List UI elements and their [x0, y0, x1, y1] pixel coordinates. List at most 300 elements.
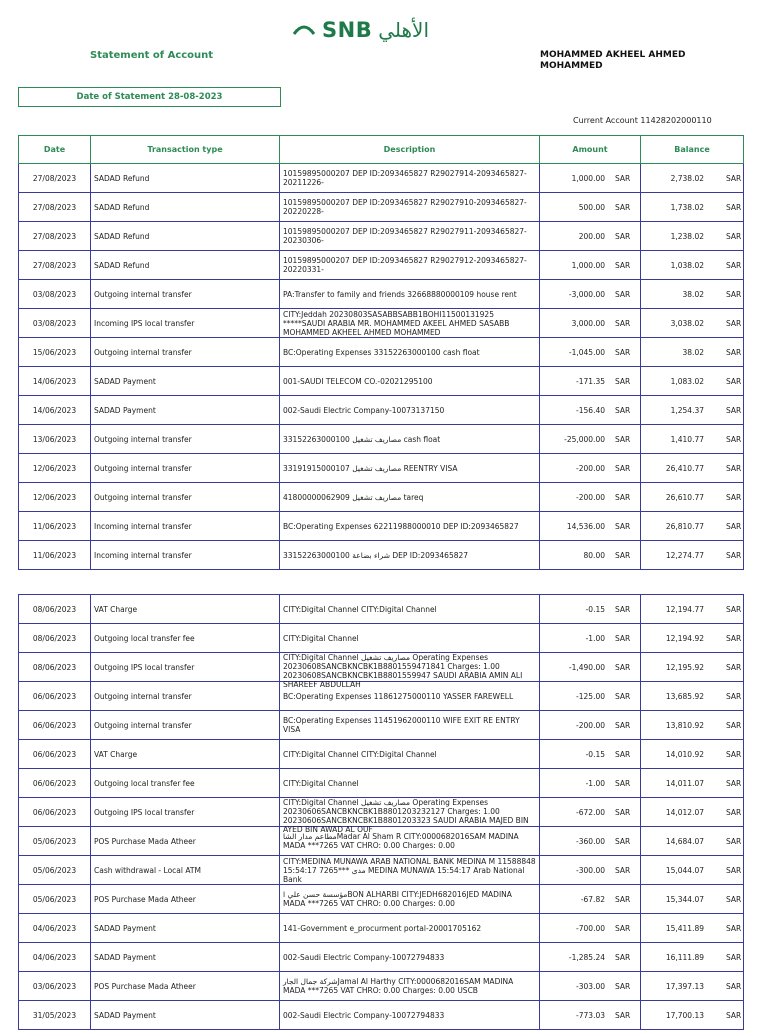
row-transaction-type: Outgoing internal transfer — [91, 280, 280, 309]
row-amount-currency: SAR — [615, 836, 631, 846]
table-row — [19, 367, 744, 396]
row-date: 05/06/2023 — [19, 856, 91, 885]
row-description — [280, 624, 540, 653]
row-date: 13/06/2023 — [19, 425, 91, 454]
row-transaction-type: Incoming IPS local transfer — [91, 309, 280, 338]
row-balance — [641, 367, 744, 396]
row-balance — [641, 711, 744, 740]
row-description-text: 33152263000100 مصاريف تشغيل cash float — [283, 434, 441, 444]
row-description — [280, 769, 540, 798]
table-row — [19, 595, 744, 624]
row-amount-currency: SAR — [615, 923, 631, 933]
row-balance-currency: SAR — [726, 807, 742, 817]
row-balance-currency: SAR — [726, 289, 742, 299]
row-amount — [540, 193, 641, 222]
table-row — [19, 222, 744, 251]
row-transaction-type: Outgoing local transfer fee — [91, 769, 280, 798]
row-amount-currency: SAR — [615, 463, 631, 473]
row-amount-value: -1,285.24 — [568, 952, 605, 962]
row-balance-currency: SAR — [726, 231, 742, 241]
row-balance-value: 15,411.89 — [665, 923, 704, 933]
table-row — [19, 483, 744, 512]
row-description-text: CITY:Digital Channel — [283, 633, 359, 643]
row-amount-value: -1,490.00 — [568, 662, 605, 672]
row-amount-value: 3,000.00 — [571, 318, 605, 328]
row-date: 05/06/2023 — [19, 885, 91, 914]
row-date: 08/06/2023 — [19, 595, 91, 624]
row-transaction-type: Cash withdrawal - Local ATM — [91, 856, 280, 885]
row-transaction-type: SADAD Refund — [91, 193, 280, 222]
row-description-text: BC:Operating Expenses 62211988000010 DEP ID:2093465827 — [283, 521, 519, 531]
row-amount-value: 1,000.00 — [571, 260, 605, 270]
row-amount-currency: SAR — [615, 633, 631, 643]
row-date: 27/08/2023 — [19, 164, 91, 193]
row-amount-currency: SAR — [615, 202, 631, 212]
row-balance — [641, 827, 744, 856]
row-date: 03/08/2023 — [19, 280, 91, 309]
row-balance-value: 26,610.77 — [665, 492, 704, 502]
row-description-text: مؤسسة حسن علي اBON ALHARBI CITY:JEDH682016JED MADINA MADA ***7265 VAT CHRO: 0.00 Charges: 0.00 — [283, 890, 512, 908]
table-row — [19, 193, 744, 222]
row-balance-currency: SAR — [726, 894, 742, 904]
row-description-text: CITY:Digital Channel CITY:Digital Channel — [283, 604, 437, 614]
table-row — [19, 396, 744, 425]
row-balance-currency: SAR — [726, 260, 742, 270]
row-amount-currency: SAR — [615, 749, 631, 759]
row-amount — [540, 653, 641, 682]
row-amount-value: -300.00 — [576, 865, 605, 875]
row-balance-value: 38.02 — [682, 289, 704, 299]
row-date: 11/06/2023 — [19, 512, 91, 541]
row-description-text: 10159895000207 DEP ID:2093465827 R29027911-2093465827-20230306- — [283, 227, 527, 245]
row-balance — [641, 222, 744, 251]
row-amount-currency: SAR — [615, 376, 631, 386]
row-balance — [641, 798, 744, 827]
row-date: 03/08/2023 — [19, 309, 91, 338]
table-row — [19, 827, 744, 856]
row-transaction-type: SADAD Refund — [91, 222, 280, 251]
row-amount — [540, 856, 641, 885]
row-balance-value: 1,038.02 — [670, 260, 704, 270]
row-description-text: 10159895000207 DEP ID:2093465827 R29027912-2093465827-20220331- — [283, 256, 527, 274]
row-balance-value: 1,083.02 — [670, 376, 704, 386]
statement-date: Date of Statement 28-08-2023 — [18, 87, 281, 107]
row-amount-value: -3,000.00 — [568, 289, 605, 299]
row-balance — [641, 454, 744, 483]
row-description — [280, 309, 540, 338]
row-description-text: BC:Operating Expenses 11861275000110 YASSER FAREWELL — [283, 691, 514, 701]
row-balance — [641, 396, 744, 425]
row-balance-value: 14,010.92 — [665, 749, 704, 759]
row-amount — [540, 483, 641, 512]
table-row — [19, 541, 744, 570]
snb-logo — [292, 14, 462, 46]
row-amount-value: -67.82 — [580, 894, 605, 904]
row-amount — [540, 164, 641, 193]
row-date: 15/06/2023 — [19, 338, 91, 367]
account-holder-name: MOHAMMED AKHEEL AHMED MOHAMMED — [540, 50, 686, 71]
row-balance-value: 16,111.89 — [665, 952, 704, 962]
row-date: 08/06/2023 — [19, 653, 91, 682]
row-date: 12/06/2023 — [19, 454, 91, 483]
row-description — [280, 251, 540, 280]
row-description — [280, 367, 540, 396]
row-description — [280, 193, 540, 222]
row-balance-currency: SAR — [726, 749, 742, 759]
col-header-date: Date — [19, 136, 91, 164]
transactions-table-page-2 — [18, 594, 744, 1030]
row-transaction-type: SADAD Payment — [91, 1001, 280, 1030]
row-balance-currency: SAR — [726, 604, 742, 614]
row-balance-currency: SAR — [726, 405, 742, 415]
row-balance-value: 3,038.02 — [670, 318, 704, 328]
row-date: 27/08/2023 — [19, 222, 91, 251]
row-balance — [641, 914, 744, 943]
row-description — [280, 798, 540, 834]
row-description — [280, 338, 540, 367]
row-amount-value: -1,045.00 — [568, 347, 605, 357]
row-balance-currency: SAR — [726, 720, 742, 730]
row-balance-value: 1,238.02 — [670, 231, 704, 241]
row-date: 27/08/2023 — [19, 251, 91, 280]
row-balance — [641, 193, 744, 222]
row-amount-currency: SAR — [615, 289, 631, 299]
row-description — [280, 425, 540, 454]
row-balance-currency: SAR — [726, 981, 742, 991]
row-amount-value: 1,000.00 — [571, 173, 605, 183]
table-row — [19, 856, 744, 885]
table-row — [19, 164, 744, 193]
row-amount — [540, 512, 641, 541]
row-amount-value: -1.00 — [585, 778, 605, 788]
row-amount-value: -200.00 — [576, 720, 605, 730]
row-amount-currency: SAR — [615, 691, 631, 701]
row-amount — [540, 972, 641, 1001]
row-balance-currency: SAR — [726, 376, 742, 386]
table-row — [19, 338, 744, 367]
row-amount-value: -200.00 — [576, 492, 605, 502]
row-description — [280, 396, 540, 425]
row-balance — [641, 624, 744, 653]
row-amount-value: -1.00 — [585, 633, 605, 643]
row-date: 12/06/2023 — [19, 483, 91, 512]
table-row — [19, 624, 744, 653]
row-balance-currency: SAR — [726, 923, 742, 933]
row-description — [280, 972, 540, 1001]
row-amount-currency: SAR — [615, 1010, 631, 1020]
row-amount-value: -200.00 — [576, 463, 605, 473]
row-amount — [540, 338, 641, 367]
row-amount-value: 500.00 — [578, 202, 605, 212]
row-transaction-type: SADAD Payment — [91, 943, 280, 972]
row-balance-value: 14,011.07 — [665, 778, 704, 788]
row-amount-currency: SAR — [615, 662, 631, 672]
table-header-row — [19, 136, 744, 164]
row-description — [280, 885, 540, 914]
row-amount — [540, 222, 641, 251]
row-balance-currency: SAR — [726, 865, 742, 875]
row-transaction-type: Outgoing IPS local transfer — [91, 798, 280, 827]
row-balance-value: 2,738.02 — [670, 173, 704, 183]
row-amount-currency: SAR — [615, 405, 631, 415]
row-transaction-type: SADAD Payment — [91, 914, 280, 943]
row-amount — [540, 454, 641, 483]
row-date: 04/06/2023 — [19, 914, 91, 943]
row-transaction-type: Outgoing internal transfer — [91, 338, 280, 367]
row-balance — [641, 251, 744, 280]
row-amount-value: -773.03 — [576, 1010, 605, 1020]
row-transaction-type: SADAD Payment — [91, 367, 280, 396]
row-description — [280, 943, 540, 972]
row-balance-value: 17,397.13 — [665, 981, 704, 991]
table-row — [19, 711, 744, 740]
row-amount-value: -0.15 — [585, 604, 605, 614]
row-amount-value: -303.00 — [576, 981, 605, 991]
row-amount-value: -171.35 — [576, 376, 605, 386]
row-amount-value: -700.00 — [576, 923, 605, 933]
row-transaction-type: POS Purchase Mada Atheer — [91, 827, 280, 856]
row-date: 27/08/2023 — [19, 193, 91, 222]
logo-text-ar: الأهلي — [378, 18, 430, 42]
row-balance-currency: SAR — [726, 521, 742, 531]
row-amount-currency: SAR — [615, 434, 631, 444]
table-row — [19, 740, 744, 769]
row-balance-currency: SAR — [726, 633, 742, 643]
row-description-text: PA:Transfer to family and friends 32668880000109 house rent — [283, 289, 517, 299]
row-amount-currency: SAR — [615, 260, 631, 270]
table-row — [19, 425, 744, 454]
row-balance — [641, 483, 744, 512]
row-description-text: شركة جمال الجارJamal Al Harthy CITY:0000682016SAM MADINA MADA ***7265 VAT CHRO: 0.00 Charges: 0.00 USCB — [283, 977, 514, 995]
row-amount-currency: SAR — [615, 492, 631, 502]
row-description-text: CITY:Digital Channel — [283, 778, 359, 788]
row-balance-currency: SAR — [726, 492, 742, 502]
row-balance-value: 12,274.77 — [665, 550, 704, 560]
table-row — [19, 251, 744, 280]
row-balance-currency: SAR — [726, 691, 742, 701]
row-balance — [641, 653, 744, 682]
row-description — [280, 512, 540, 541]
row-balance — [641, 856, 744, 885]
row-date: 31/05/2023 — [19, 1001, 91, 1030]
row-date: 04/06/2023 — [19, 943, 91, 972]
row-transaction-type: Outgoing internal transfer — [91, 711, 280, 740]
row-date: 06/06/2023 — [19, 740, 91, 769]
logo-text-en: SNB — [322, 18, 373, 42]
row-balance-value: 15,044.07 — [665, 865, 704, 875]
row-description-text: CITY:Jeddah 20230803SASABBSABB1BOHI11500131925 *****SAUDI ARABIA MR. MOHAMMED AKEEL AHMED SASABB MOHAMMED AKHEEL AHMED MOHAMMED — [283, 309, 510, 337]
row-description-text: 002-Saudi Electric Company-10072794833 — [283, 1010, 445, 1020]
row-balance-currency: SAR — [726, 778, 742, 788]
row-date: 11/06/2023 — [19, 541, 91, 570]
row-amount-currency: SAR — [615, 720, 631, 730]
row-transaction-type: Outgoing internal transfer — [91, 483, 280, 512]
row-balance-value: 1,738.02 — [670, 202, 704, 212]
row-description-text: 002-Saudi Electric Company-10072794833 — [283, 952, 445, 962]
row-description-text: BC:Operating Expenses 11451962000110 WIFE EXIT RE ENTRY VISA — [283, 716, 520, 734]
row-description — [280, 914, 540, 943]
row-date: 05/06/2023 — [19, 827, 91, 856]
row-transaction-type: VAT Charge — [91, 740, 280, 769]
row-amount — [540, 943, 641, 972]
row-description-text: CITY:Digital Channel CITY:Digital Channel — [283, 749, 437, 759]
row-transaction-type: Outgoing local transfer fee — [91, 624, 280, 653]
row-transaction-type: Outgoing internal transfer — [91, 682, 280, 711]
row-balance-currency: SAR — [726, 434, 742, 444]
row-balance-value: 17,700.13 — [665, 1010, 704, 1020]
row-balance-currency: SAR — [726, 836, 742, 846]
row-description — [280, 222, 540, 251]
row-balance-currency: SAR — [726, 550, 742, 560]
row-amount — [540, 425, 641, 454]
row-amount — [540, 740, 641, 769]
table-row — [19, 280, 744, 309]
row-description — [280, 595, 540, 624]
row-transaction-type: SADAD Refund — [91, 251, 280, 280]
row-balance-value: 1,254.37 — [670, 405, 704, 415]
row-balance-value: 26,410.77 — [665, 463, 704, 473]
row-balance — [641, 943, 744, 972]
row-description-text: 10159895000207 DEP ID:2093465827 R29027914-2093465827-20211226- — [283, 169, 527, 187]
row-amount-value: 14,536.00 — [566, 521, 605, 531]
col-header-amount: Amount — [540, 136, 641, 164]
row-transaction-type: Outgoing IPS local transfer — [91, 653, 280, 682]
row-date: 06/06/2023 — [19, 711, 91, 740]
row-date: 06/06/2023 — [19, 769, 91, 798]
row-balance — [641, 682, 744, 711]
row-amount — [540, 1001, 641, 1030]
row-amount-currency: SAR — [615, 865, 631, 875]
table-row — [19, 885, 744, 914]
row-description — [280, 280, 540, 309]
row-amount-value: -125.00 — [576, 691, 605, 701]
row-balance-currency: SAR — [726, 952, 742, 962]
row-balance — [641, 595, 744, 624]
row-balance — [641, 280, 744, 309]
row-transaction-type: POS Purchase Mada Atheer — [91, 885, 280, 914]
row-amount — [540, 914, 641, 943]
row-description — [280, 740, 540, 769]
row-balance-currency: SAR — [726, 173, 742, 183]
row-description-text: 141-Government e_procurment portal-20001705162 — [283, 923, 482, 933]
row-date: 14/06/2023 — [19, 367, 91, 396]
row-transaction-type: Outgoing internal transfer — [91, 425, 280, 454]
row-description-text: 10159895000207 DEP ID:2093465827 R29027910-2093465827-20220228- — [283, 198, 527, 216]
row-description-text: 33191915000107 مصاريف تشغيل REENTRY VISA — [283, 463, 458, 473]
table-row — [19, 914, 744, 943]
snb-logo-mark-icon — [292, 22, 316, 38]
row-balance-currency: SAR — [726, 463, 742, 473]
row-transaction-type: POS Purchase Mada Atheer — [91, 972, 280, 1001]
row-amount-currency: SAR — [615, 981, 631, 991]
row-amount — [540, 711, 641, 740]
row-amount-currency: SAR — [615, 778, 631, 788]
table-row — [19, 769, 744, 798]
table-row — [19, 1001, 744, 1030]
row-description — [280, 454, 540, 483]
row-balance-value: 12,194.92 — [665, 633, 704, 643]
row-balance-currency: SAR — [726, 1010, 742, 1020]
row-amount-value: -25,000.00 — [564, 434, 605, 444]
row-balance-value: 12,194.77 — [665, 604, 704, 614]
col-header-transaction-type: Transaction type — [91, 136, 280, 164]
row-amount — [540, 396, 641, 425]
row-amount — [540, 541, 641, 570]
col-header-balance: Balance — [641, 136, 744, 164]
row-description-text: 002-Saudi Electric Company-10073137150 — [283, 405, 445, 415]
table-row — [19, 972, 744, 1001]
row-balance — [641, 885, 744, 914]
table-row — [19, 798, 744, 827]
row-description-text: 41800000062909 مصاريف تشغيل tareq — [283, 492, 424, 502]
row-amount — [540, 280, 641, 309]
row-balance — [641, 309, 744, 338]
row-balance — [641, 512, 744, 541]
row-amount-currency: SAR — [615, 952, 631, 962]
row-amount-currency: SAR — [615, 231, 631, 241]
row-balance — [641, 769, 744, 798]
row-balance-value: 12,195.92 — [665, 662, 704, 672]
row-amount-currency: SAR — [615, 550, 631, 560]
row-amount-currency: SAR — [615, 807, 631, 817]
col-header-description: Description — [280, 136, 540, 164]
row-balance — [641, 972, 744, 1001]
row-balance-value: 13,685.92 — [665, 691, 704, 701]
row-balance — [641, 164, 744, 193]
row-balance — [641, 740, 744, 769]
row-description — [280, 541, 540, 570]
row-balance — [641, 1001, 744, 1030]
account-number: Current Account 11428202000110 — [573, 116, 712, 125]
row-amount-value: 80.00 — [583, 550, 605, 560]
row-amount — [540, 885, 641, 914]
row-description-text: 001-SAUDI TELECOM CO.-02021295100 — [283, 376, 433, 386]
row-amount-currency: SAR — [615, 604, 631, 614]
row-amount — [540, 309, 641, 338]
row-description-text: CITY:MEDINA MUNAWA ARAB NATIONAL BANK MEDINA M 11588848 15:54:17 7265*** مدى MEDINA MUNAWA 15:54:17 Arab National Bank — [283, 856, 536, 884]
statement-title: Statement of Account — [90, 50, 214, 61]
row-date: 06/06/2023 — [19, 682, 91, 711]
row-description — [280, 1001, 540, 1030]
row-amount-currency: SAR — [615, 894, 631, 904]
row-description-text: 33152263000100 شراء بضاعة DEP ID:2093465827 — [283, 550, 469, 560]
row-transaction-type: SADAD Payment — [91, 396, 280, 425]
row-amount — [540, 682, 641, 711]
row-amount — [540, 251, 641, 280]
row-amount-currency: SAR — [615, 173, 631, 183]
row-date: 14/06/2023 — [19, 396, 91, 425]
row-balance-currency: SAR — [726, 202, 742, 212]
row-amount-currency: SAR — [615, 347, 631, 357]
row-description-text: مطاعم مدار الشاMadar Al Sham R CITY:0000682016SAM MADINA MADA ***7265 VAT CHRO: 0.00 Charges: 0.00 — [283, 832, 519, 850]
row-balance — [641, 541, 744, 570]
row-balance-value: 38.02 — [682, 347, 704, 357]
row-description — [280, 164, 540, 193]
row-balance-currency: SAR — [726, 347, 742, 357]
row-date: 08/06/2023 — [19, 624, 91, 653]
row-balance — [641, 338, 744, 367]
row-balance-currency: SAR — [726, 662, 742, 672]
row-balance-value: 14,684.07 — [665, 836, 704, 846]
row-description — [280, 653, 540, 689]
row-amount — [540, 798, 641, 827]
row-transaction-type: VAT Charge — [91, 595, 280, 624]
table-row — [19, 454, 744, 483]
row-transaction-type: Incoming internal transfer — [91, 512, 280, 541]
table-row — [19, 309, 744, 338]
row-amount-value: -672.00 — [576, 807, 605, 817]
row-amount-value: -360.00 — [576, 836, 605, 846]
